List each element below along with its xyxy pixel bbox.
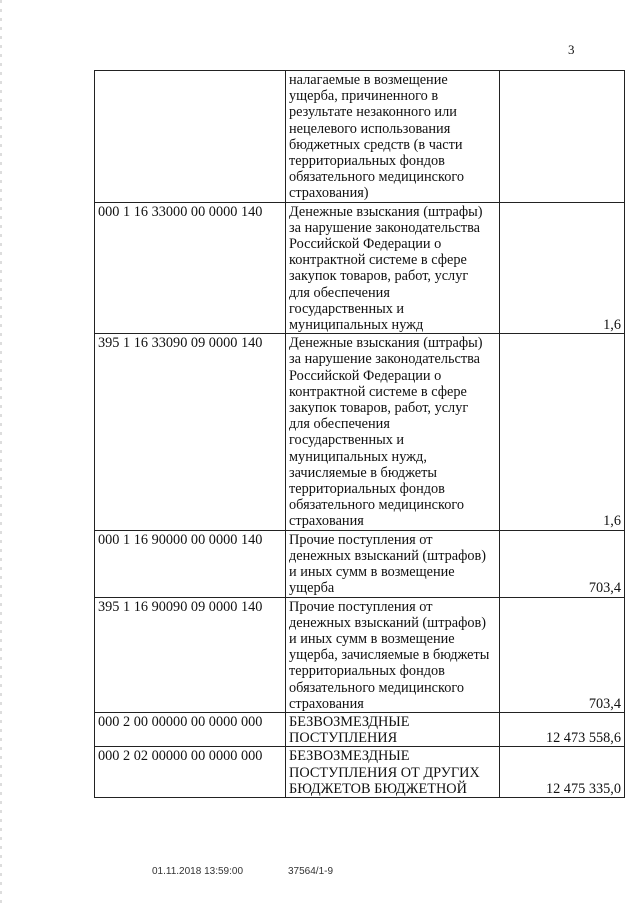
table-row (95, 71, 625, 203)
revenue-name-line: Прочие поступления от (289, 598, 433, 615)
revenue-name-line: обязательного медицинского (289, 679, 464, 696)
revenue-name-line: бюджетных средств (в части (289, 136, 463, 153)
revenue-code-cell: 395 1 16 90090 09 0000 140 (95, 597, 286, 712)
revenue-name-line: ПОСТУПЛЕНИЯ (289, 730, 398, 747)
revenue-code-cell: 000 1 16 33000 00 0000 140 (95, 202, 286, 334)
amount-cell: 12 475 335,0 (500, 747, 625, 798)
revenue-name-line: государственных и (289, 432, 405, 449)
revenue-name-line: денежных взысканий (штрафов) (289, 614, 487, 631)
table-row (95, 530, 625, 597)
revenue-name-line: Российской Федерации о (289, 367, 442, 384)
revenue-name-line: закупок товаров, работ, услуг (289, 268, 469, 285)
revenue-name-line: и иных сумм в возмещение (289, 630, 455, 647)
revenue-name-line: нецелевого использования (289, 120, 451, 137)
revenue-name-line: БЕЗВОЗМЕЗДНЫЕ (289, 748, 410, 765)
revenue-name-line: результате незаконного или (289, 104, 457, 121)
revenue-name-line: за нарушение законодательства (289, 219, 480, 236)
revenue-name-line: и иных сумм в возмещение (289, 564, 455, 581)
revenue-name-cell (286, 597, 500, 712)
revenue-name-line: ущерба, причиненного в (289, 88, 439, 105)
budget-revenue-table (94, 70, 625, 798)
revenue-name-cell (286, 334, 500, 530)
revenue-code-cell: 395 1 16 33090 09 0000 140 (95, 334, 286, 530)
revenue-name-line: территориальных фондов (289, 481, 445, 498)
scan-edge-artifact (0, 0, 2, 905)
revenue-name-line: страхования (289, 513, 364, 530)
revenue-name-line: территориальных фондов (289, 153, 445, 170)
footer-timestamp: 01.11.2018 13:59:00 (152, 866, 244, 877)
revenue-name-line: зачисляемые в бюджеты (289, 464, 437, 481)
revenue-name-line: обязательного медицинского (289, 169, 464, 186)
revenue-name-line: Прочие поступления от (289, 531, 433, 548)
revenue-code-cell (95, 71, 286, 203)
revenue-name-line: для обеспечения (289, 284, 390, 301)
revenue-name-cell (286, 530, 500, 597)
table-row (95, 712, 625, 746)
revenue-name-line: за нарушение законодательства (289, 351, 480, 368)
revenue-name-line: государственных и (289, 300, 405, 317)
amount-cell: 1,6 (500, 202, 625, 334)
revenue-name-cell (286, 712, 500, 746)
revenue-name-line: контрактной системе в сфере (289, 252, 467, 269)
revenue-name-line: БЕЗВОЗМЕЗДНЫЕ (289, 713, 410, 730)
revenue-name-cell (286, 71, 500, 203)
revenue-name-cell (286, 202, 500, 334)
revenue-name-line: Российской Федерации о (289, 236, 442, 253)
revenue-name-line: ущерба, зачисляемые в бюджеты (289, 647, 490, 664)
footer-document-id: 37564/1-9 (288, 866, 334, 877)
revenue-name-line: БЮДЖЕТОВ БЮДЖЕТНОЙ (289, 780, 467, 797)
revenue-name-line: закупок товаров, работ, услуг (289, 400, 469, 417)
revenue-name-line: Денежные взыскания (штрафы) (289, 203, 483, 220)
amount-cell (500, 71, 625, 203)
revenue-name-line: муниципальных нужд, (289, 448, 427, 465)
revenue-name-line: страхования (289, 695, 364, 712)
amount-cell: 703,4 (500, 597, 625, 712)
amount-cell: 703,4 (500, 530, 625, 597)
revenue-name-line: налагаемые в возмещение (289, 72, 448, 88)
revenue-name-line: денежных взысканий (штрафов) (289, 547, 487, 564)
revenue-code-cell: 000 2 02 00000 00 0000 000 (95, 747, 286, 798)
table-row (95, 334, 625, 530)
revenue-name-cell (286, 747, 500, 798)
revenue-name-line: ущерба (289, 580, 335, 597)
table-row (95, 747, 625, 798)
revenue-name-line: территориальных фондов (289, 663, 445, 680)
revenue-name-line: Денежные взыскания (штрафы) (289, 335, 483, 352)
revenue-code-cell: 000 2 00 00000 00 0000 000 (95, 712, 286, 746)
revenue-name-line: страхования) (289, 185, 369, 202)
revenue-name-line: муниципальных нужд (289, 317, 424, 334)
page-number: 3 (568, 42, 575, 57)
revenue-code-cell: 000 1 16 90000 00 0000 140 (95, 530, 286, 597)
table-body (95, 71, 625, 798)
table-row (95, 202, 625, 334)
revenue-name-line: контрактной системе в сфере (289, 383, 467, 400)
revenue-name-line: для обеспечения (289, 416, 390, 433)
revenue-name-line: ПОСТУПЛЕНИЯ ОТ ДРУГИХ (289, 764, 480, 781)
amount-cell: 1,6 (500, 334, 625, 530)
revenue-name-line: обязательного медицинского (289, 497, 464, 514)
table-row (95, 597, 625, 712)
amount-cell: 12 473 558,6 (500, 712, 625, 746)
